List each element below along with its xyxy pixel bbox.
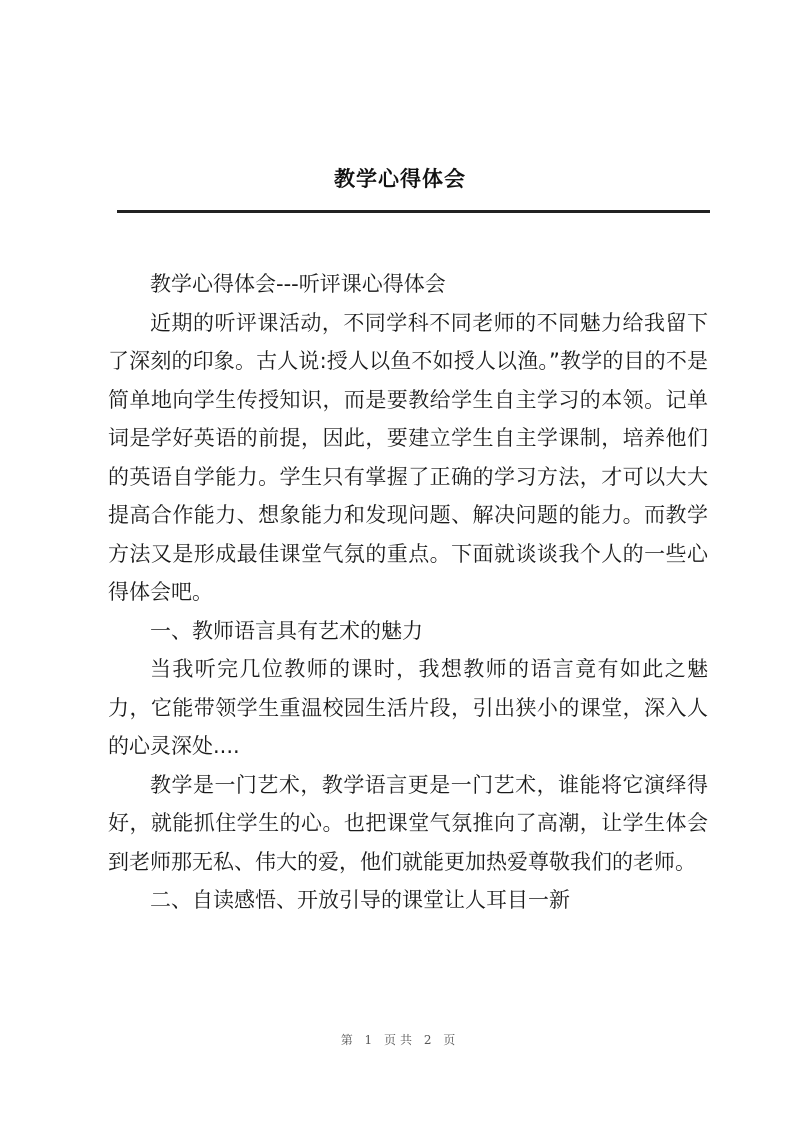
section-heading-2: 二、自读感悟、开放引导的课堂让人耳目一新 bbox=[150, 888, 570, 912]
title-divider bbox=[117, 210, 710, 213]
page-footer: 第 1 页共 2 页 bbox=[340, 1033, 460, 1047]
document-body bbox=[108, 265, 708, 920]
page-title: 教学心得体会 bbox=[334, 167, 466, 191]
paragraph-section-1a: 当我听完几位教师的课时，我想教师的语言竟有如此之魅力，它能带领学生重温校园生活片段，引出狭小的课堂，深入人的心灵深处.... bbox=[108, 657, 708, 758]
section-heading-1: 一、教师语言具有艺术的魅力 bbox=[150, 618, 423, 643]
paragraph-intro: 近期的听评课活动，不同学科不同老师的不同魅力给我留下了深刻的印象。古人说:授人以鱼不如授人以渔。”教学的目的不是简单地向学生传授知识，而是要教给学生自主学习的本领。记单词是学好英语的前提，因此，要建立学生自主学课制，培养他们的英语自学能力。学生只有掌握了正确的学习方法，才可以大大提高合作能力、想象能力和发现问题、解决问题的能力。而教学方法又是形成最佳课堂气氛的重点。下面就谈谈我个人的一些心得体会吧。 bbox=[108, 310, 708, 604]
paragraph-subtitle: 教学心得体会---听评课心得体会 bbox=[150, 272, 446, 296]
paragraph-section-1b: 教学是一门艺术，教学语言更是一门艺术，谁能将它演绎得好，就能抓住学生的心。也把课堂气氛推向了高潮，让学生体会到老师那无私、伟大的爱，他们就能更加热爱尊敬我们的老师。 bbox=[108, 772, 708, 874]
